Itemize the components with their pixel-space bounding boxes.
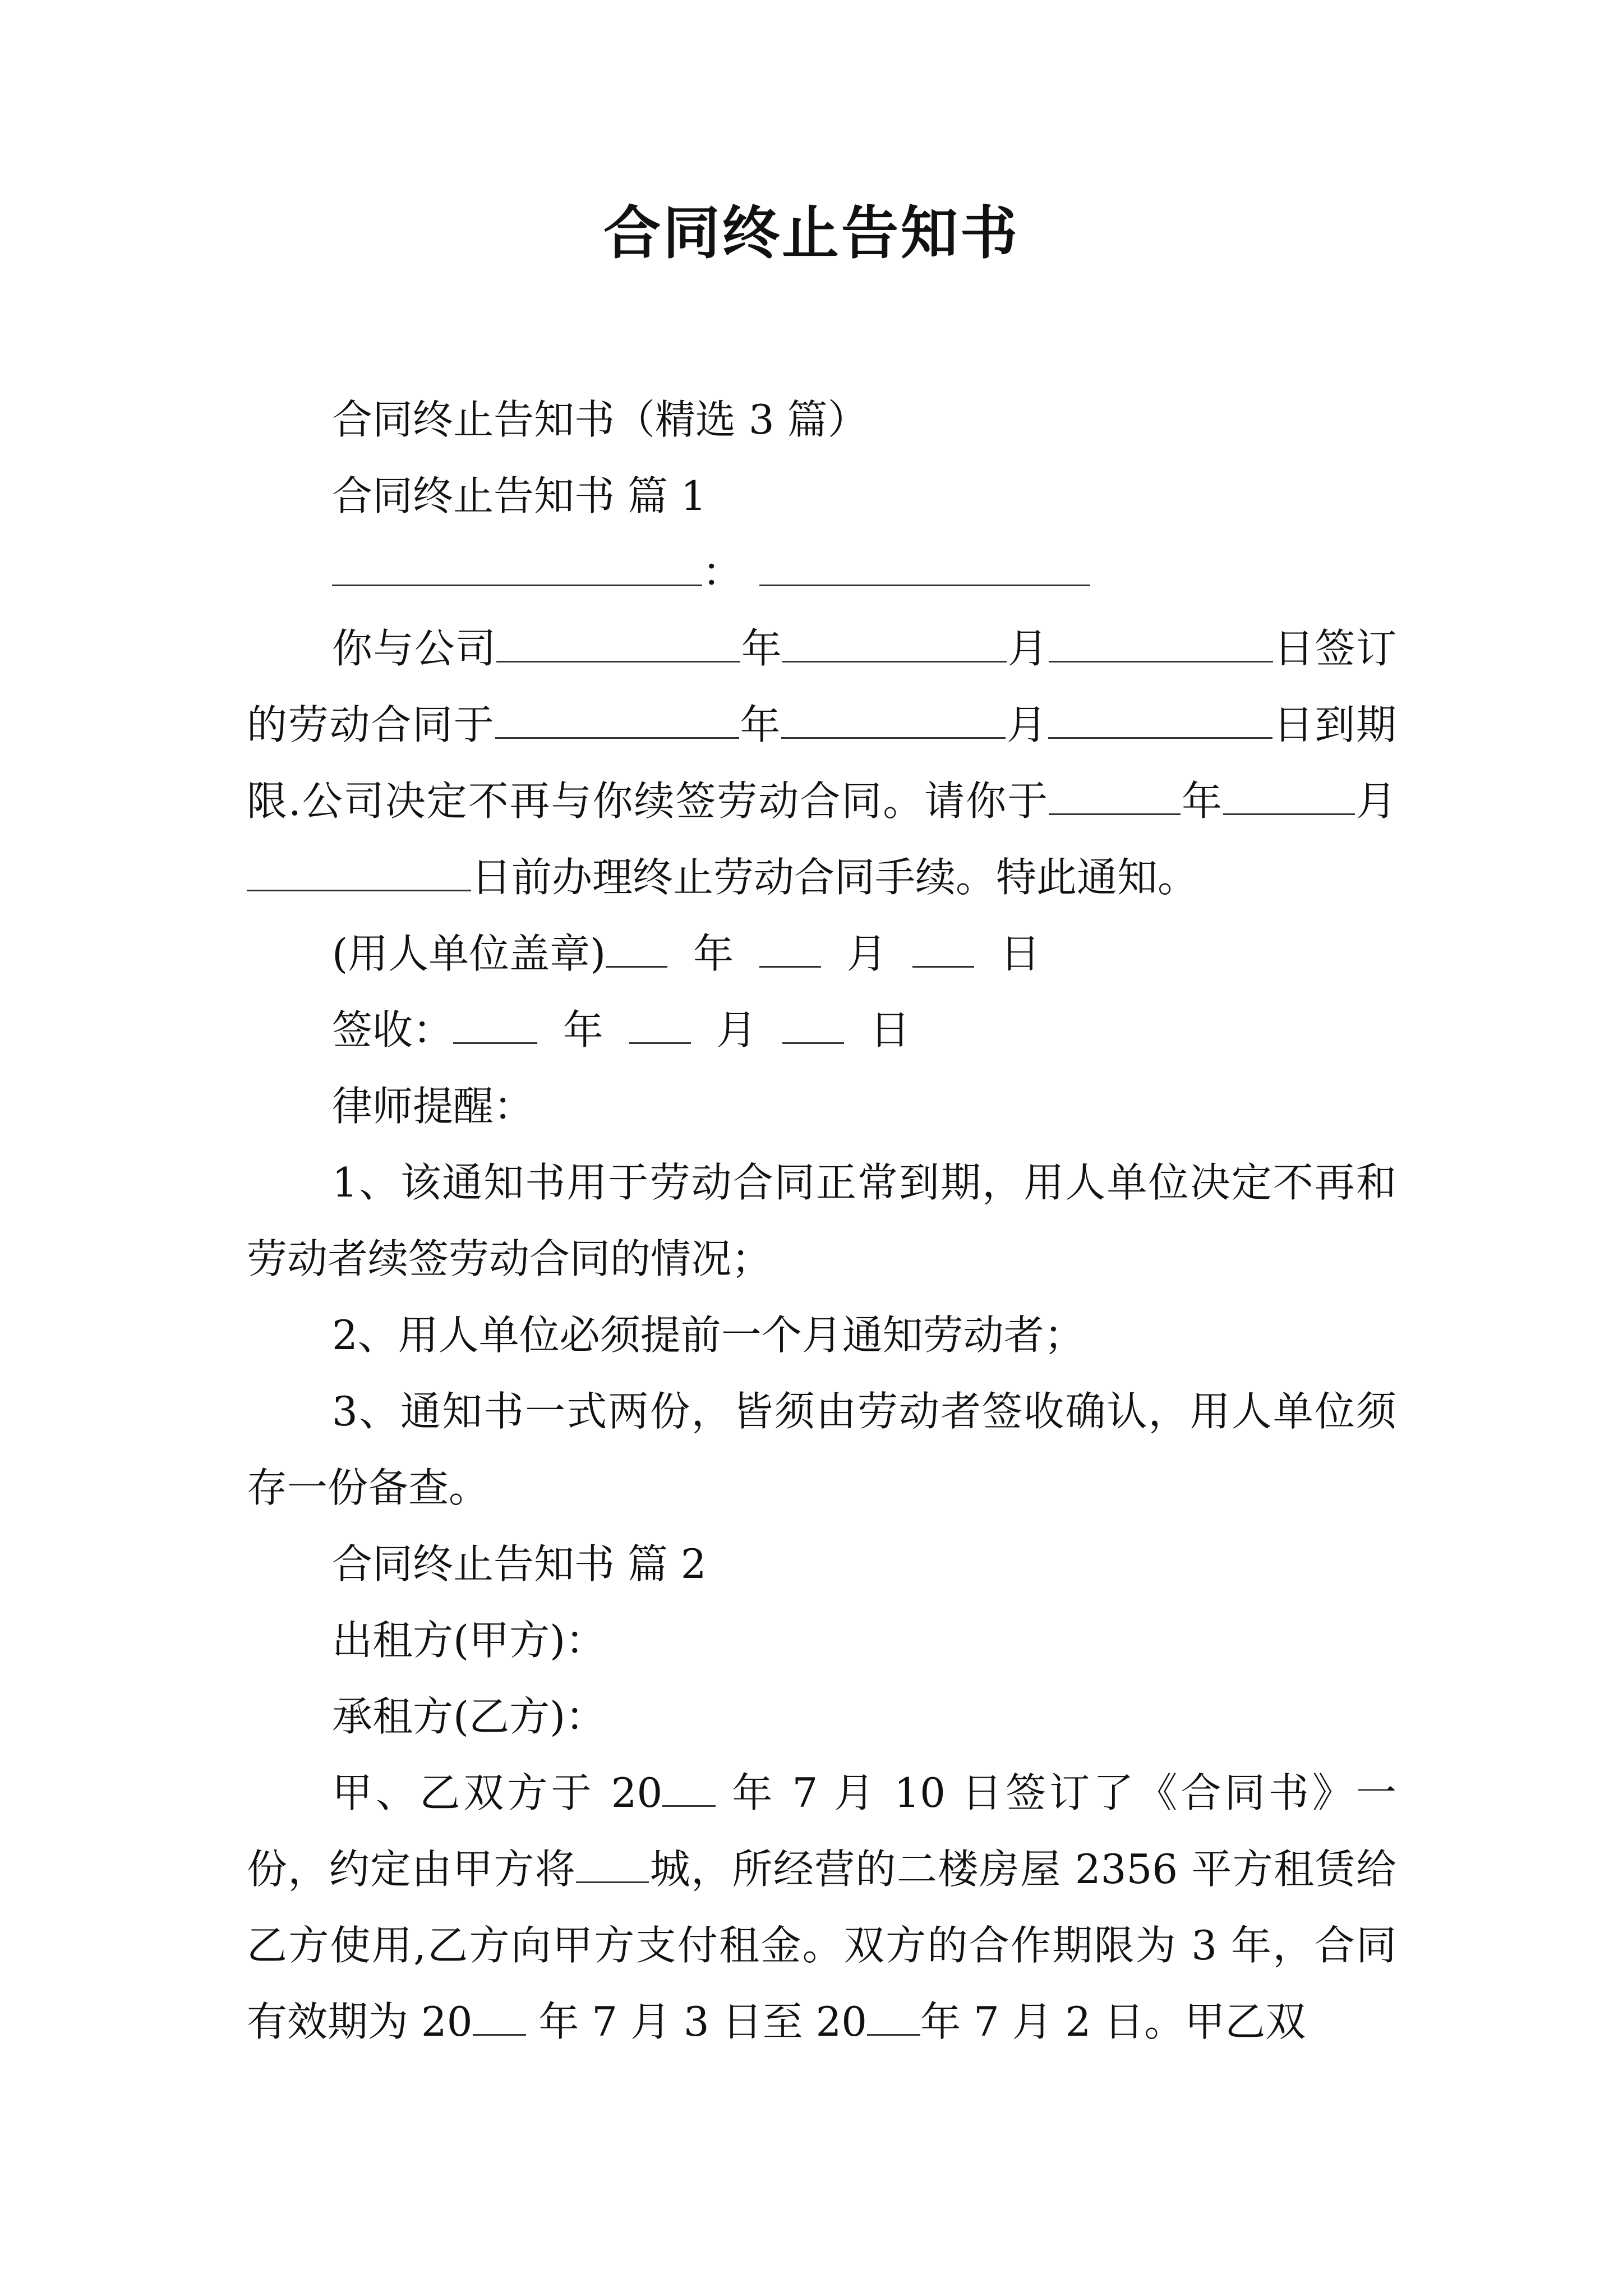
lessee-line: 承租方(乙方)：	[332, 1693, 606, 1740]
lease-text: 年 7 月 2 日。甲乙双	[920, 1998, 1306, 2045]
tip-item: 2、用人单位必须提前一个月通知劳动者；	[332, 1312, 1085, 1359]
blank	[629, 1009, 691, 1044]
day-label: 日	[1000, 930, 1041, 977]
sign-date-line	[247, 992, 1396, 1068]
blank	[1223, 780, 1355, 815]
blank	[473, 2000, 526, 2036]
notice-text: 日前办理终止劳动合同手续。特此通知。	[471, 854, 1198, 901]
notice-text: 年	[740, 625, 783, 672]
intro-line: 合同终止告知书（精选 3 篇）	[332, 396, 868, 443]
blank	[782, 1009, 844, 1044]
tip-item: 3、通知书一式两份，皆须由劳动者签收确认，用人单位须存一份备查。	[247, 1388, 1396, 1511]
addressee-line	[247, 534, 1396, 610]
blank	[867, 2000, 920, 2036]
year-label: 年	[562, 1006, 603, 1053]
notice-text: 年	[1181, 777, 1224, 825]
lease-text: 年 7 月 3 日至 20	[538, 1998, 868, 2045]
document-body	[247, 381, 1396, 2060]
addressee-blank	[332, 551, 702, 586]
notice-text: 月	[1007, 625, 1049, 672]
blank	[247, 856, 471, 891]
lease-text: 甲、乙双方于 20	[332, 1769, 663, 1816]
blank	[912, 932, 974, 968]
day-label: 日	[869, 1006, 910, 1053]
notice-text: 日到期限.公司决定不再与你续签劳动合同。请你于	[247, 701, 1396, 825]
document-title: 合同终止告知书	[603, 200, 1020, 267]
blank	[1049, 780, 1181, 815]
lease-text: 年 7 月 10 日签订了《合同书》一份，约定由甲方将	[247, 1769, 1397, 1893]
addressee-name-blank	[759, 551, 1090, 586]
blank	[496, 627, 740, 662]
blank	[606, 932, 667, 968]
seal-label: (用人单位盖章)	[332, 930, 606, 977]
addressee-colon: ：	[702, 549, 743, 596]
notice-text: 年	[739, 701, 782, 748]
notice-text: 月	[1355, 777, 1396, 825]
blank	[453, 1009, 537, 1044]
lawyer-heading: 律师提醒：	[332, 1083, 534, 1130]
lease-paragraph	[247, 1755, 1396, 2060]
blank	[576, 1848, 649, 1883]
blank	[781, 703, 1006, 739]
blank	[1048, 703, 1272, 739]
notice-text: 月	[1006, 701, 1048, 748]
blank	[495, 703, 739, 739]
tip-item: 1、该通知书用于劳动合同正常到期，用人单位决定不再和劳动者续签劳动合同的情况；	[247, 1159, 1396, 1282]
lessor-line: 出租方(甲方)：	[332, 1617, 606, 1664]
blank	[662, 1772, 716, 1807]
year-label: 年	[693, 930, 734, 977]
sign-label: 签收：	[332, 1006, 454, 1053]
section2-heading: 合同终止告知书 篇 2	[332, 1540, 707, 1588]
blank	[759, 932, 821, 968]
notice-text: 日签订的劳动合同于	[247, 625, 1396, 748]
notice-paragraph	[247, 610, 1396, 915]
month-label: 月	[846, 930, 887, 977]
section1-heading: 合同终止告知书 篇 1	[332, 472, 707, 519]
month-label: 月	[716, 1006, 757, 1053]
blank	[1049, 627, 1273, 662]
notice-text: 你与公司	[332, 625, 497, 672]
blank	[782, 627, 1007, 662]
seal-date-line	[247, 915, 1396, 992]
lease-text: 城，所经营的二楼房屋 2356 平方租赁给乙方使用,乙方向甲方支付租金。双方的合作期限为 3 年，合同有效期为 20	[247, 1846, 1396, 2045]
